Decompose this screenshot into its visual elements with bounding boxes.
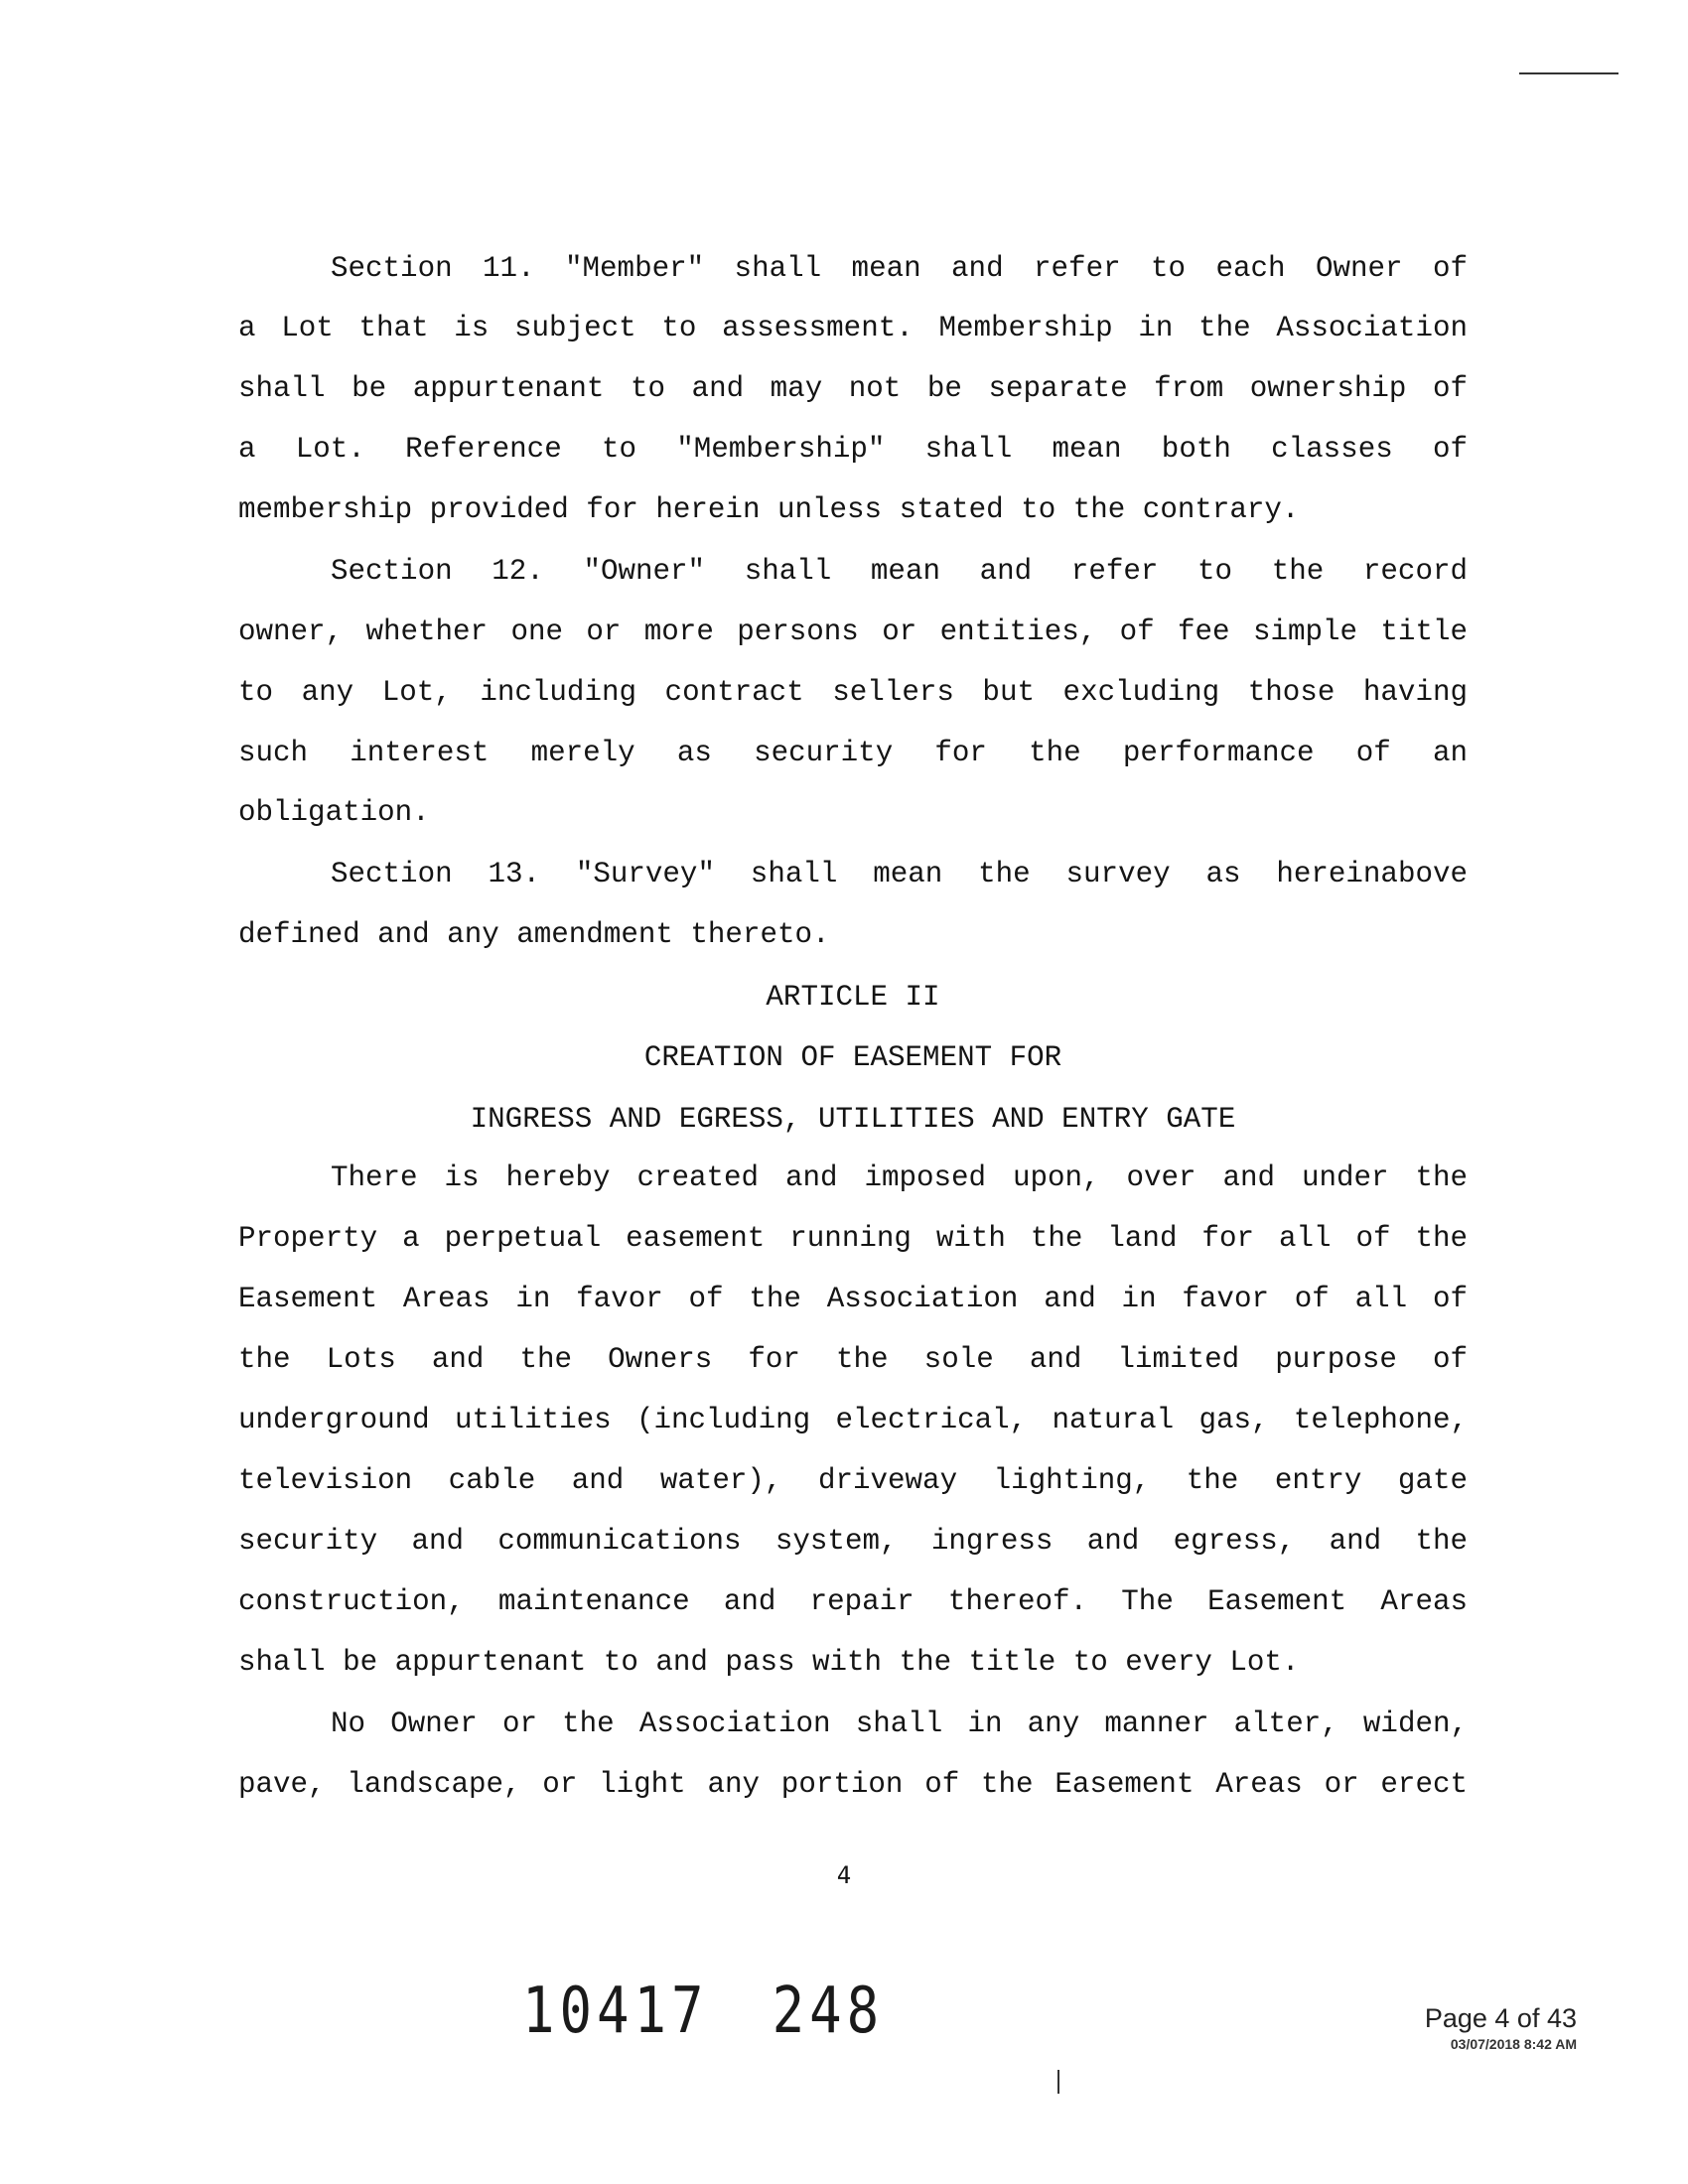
text-line: Section 11. "Member" shall mean and refer to each Owner of	[331, 252, 1468, 285]
text-line: shall be appurtenant to and may not be separate from ownership of	[238, 372, 1468, 405]
article-subheading: INGRESS AND EGRESS, UTILITIES AND ENTRY GATE	[470, 1103, 1236, 1136]
page-reference: 248	[772, 1974, 885, 2048]
text-line: construction, maintenance and repair thereof. The Easement Areas	[238, 1585, 1468, 1618]
page-of-total: Page 4 of 43	[1424, 2003, 1577, 2033]
article-subheading: CREATION OF EASEMENT FOR	[643, 1041, 1062, 1074]
text-line: Section 12. "Owner" shall mean and refer to the record	[331, 555, 1468, 588]
scan-mark-top-right	[1519, 72, 1618, 74]
text-line: such interest merely as security for the performance of an	[238, 737, 1468, 769]
text-line: owner, whether one or more persons or entities, of fee simple title	[238, 615, 1468, 648]
text-line: No Owner or the Association shall in any manner alter, widen,	[331, 1707, 1468, 1740]
page-number: 4	[836, 1861, 852, 1889]
text-line: Easement Areas in favor of the Association and in favor of all of	[238, 1283, 1468, 1315]
text-line: obligation.	[238, 796, 430, 829]
text-line: membership provided for herein unless stated to the contrary.	[238, 493, 1300, 526]
text-line: television cable and water), driveway lighting, the entry gate	[238, 1464, 1468, 1497]
recording-stamp	[522, 1974, 884, 2047]
text-line: Section 13. "Survey" shall mean the survey as hereinabove	[331, 858, 1468, 890]
text-line: a Lot. Reference to "Membership" shall mean both classes of	[238, 433, 1468, 466]
text-line: security and communications system, ingress and egress, and the	[238, 1525, 1468, 1558]
timestamp: 03/07/2018 8:42 AM	[1450, 2036, 1577, 2052]
text-line: underground utilities (including electrical, natural gas, telephone,	[238, 1404, 1468, 1436]
book-number: 10417	[522, 1974, 709, 2048]
text-line: There is hereby created and imposed upon, over and under the	[331, 1161, 1468, 1194]
text-line: Property a perpetual easement running with the land for all of the	[238, 1222, 1468, 1255]
text-line: the Lots and the Owners for the sole and limited purpose of	[238, 1343, 1468, 1376]
text-line: pave, landscape, or light any portion of the Easement Areas or erect	[238, 1768, 1468, 1801]
text-line: defined and any amendment thereto.	[238, 918, 830, 951]
text-line: to any Lot, including contract sellers but excluding those having	[238, 676, 1468, 709]
text-line: shall be appurtenant to and pass with the title to every Lot.	[238, 1646, 1300, 1679]
article-heading: ARTICLE II	[766, 981, 940, 1014]
text-line: a Lot that is subject to assessment. Membership in the Association	[238, 312, 1468, 344]
scan-mark-bottom	[1057, 2070, 1059, 2094]
